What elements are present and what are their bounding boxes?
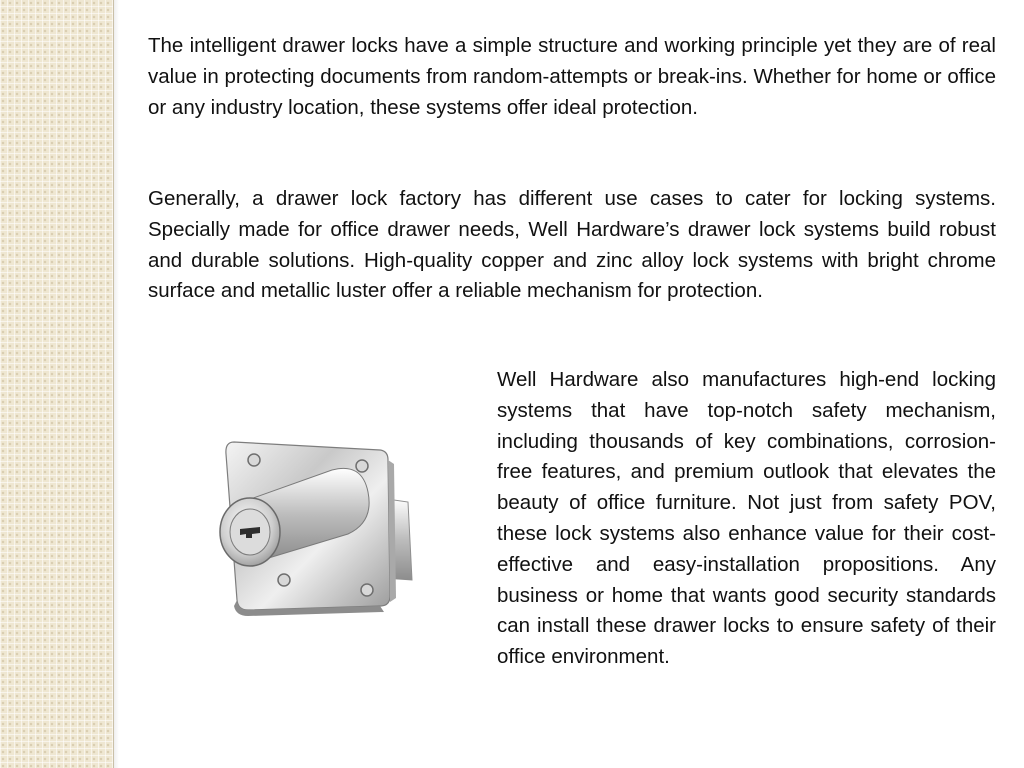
decorative-side-strip bbox=[0, 0, 114, 768]
paragraph-use-cases: Generally, a drawer lock factory has different use cases to cater for locking systems. Specially made for office drawer needs, Well Hardware’s drawer lock systems build robust and durable solutions. High-quality copper and zinc alloy lock systems with bright chrome surface and metallic luster offer a reliable mechanism for protection. bbox=[148, 187, 996, 303]
drawer-lock-image bbox=[212, 430, 442, 620]
paragraph-features: Well Hardware also manufactures high-end locking systems that have top-notch safety mechanism, including thousands of key combinations, corrosion-free features, and premium outlook that elevates the beauty of office furniture. Not just from safety POV, these lock systems also enhance value for their cost-effective and easy-installation propositions. Any business or home that wants good security standards can install these drawer locks to ensure safety of their office environment. bbox=[497, 368, 996, 669]
paragraph-intro: The intelligent drawer locks have a simple structure and working principle yet they are of real value in protecting documents from random-attempts or break-ins. Whether for home or office or any industry location, these systems offer ideal protection. bbox=[148, 34, 996, 119]
